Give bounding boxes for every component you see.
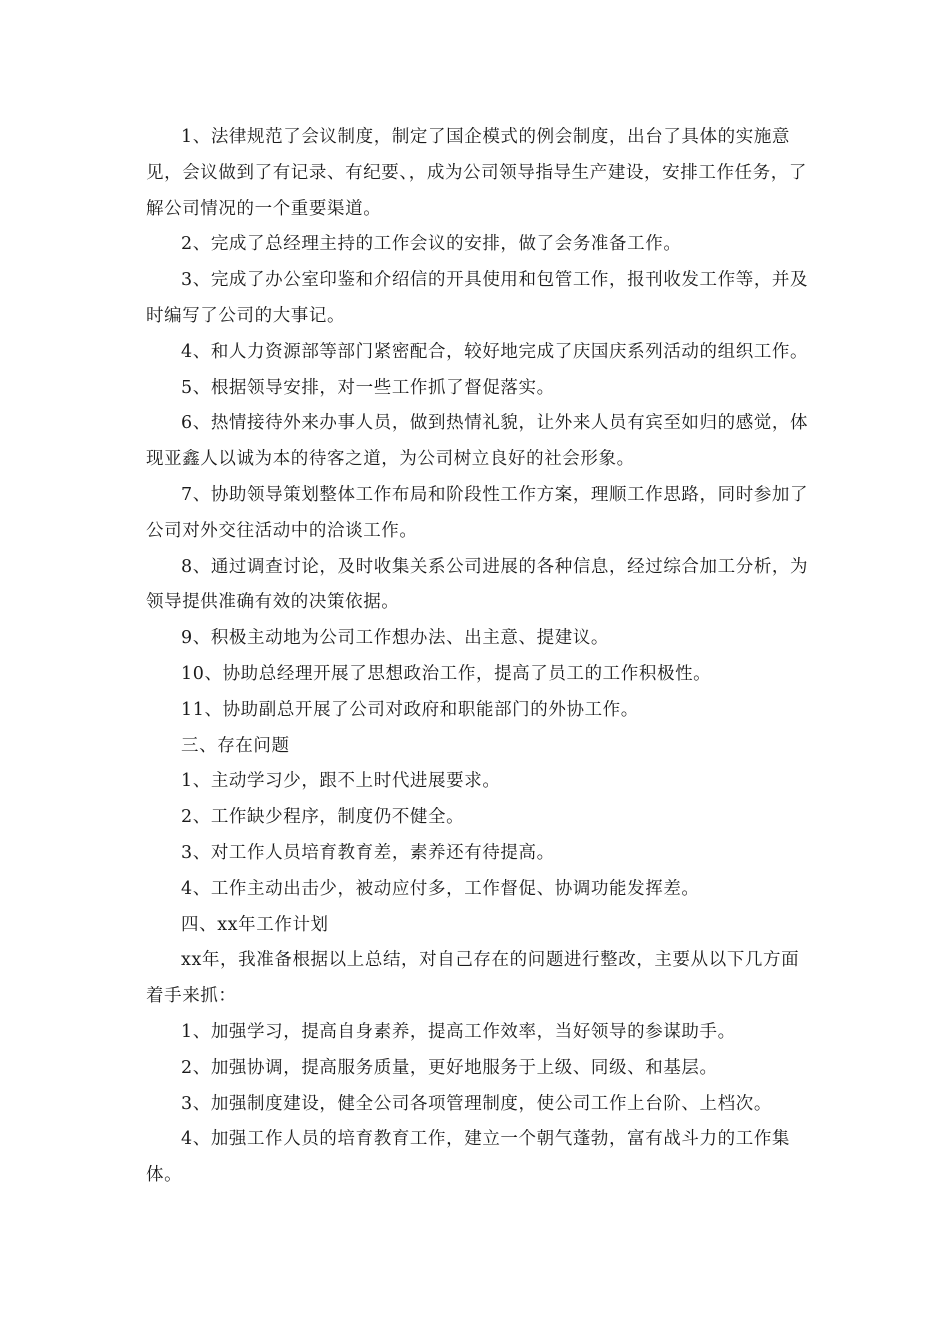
paragraph-item-8: 8、通过调查讨论，及时收集关系公司进展的各种信息，经过综合加工分析，为领导提供准确有效的决策依据。: [146, 556, 809, 613]
paragraph-item-1: 1、法律规范了会议制度，制定了国企模式的例会制度，出台了具体的实施意见，会议做到了有记录、有纪要、，成为公司领导指导生产建设，安排工作任务，了解公司情况的一个重要渠道。: [146, 127, 807, 219]
paragraph-item-2: 2、完成了总经理主持的工作会议的安排，做了会务准备工作。: [181, 234, 682, 255]
document-body: [146, 120, 816, 1194]
paragraph-item-3: 3、完成了办公室印鉴和介绍信的开具使用和包管工作，报刊收发工作等，并及时编写了公司的大事记。: [146, 270, 809, 326]
paragraph-item-6: 6、热情接待外来办事人员，做到热情礼貌，让外来人员有宾至如归的感觉，体现亚鑫人以诚为本的待客之道，为公司树立良好的社会形象。: [146, 413, 809, 470]
problem-item-3: 3、对工作人员培育教育差，素养还有待提高。: [181, 842, 555, 863]
plan-item-4: 4、加强工作人员的培育教育工作，建立一个朝气蓬勃，富有战斗力的工作集体。: [146, 1129, 791, 1186]
paragraph-item-11: 11、协助副总开展了公司对政府和职能部门的外协工作。: [181, 699, 639, 720]
plan-item-3: 3、加强制度建设，健全公司各项管理制度，使公司工作上台阶、上档次。: [181, 1093, 772, 1114]
plan-item-1: 1、加强学习，提高自身素养，提高工作效率，当好领导的参谋助手。: [181, 1021, 736, 1042]
paragraph-item-10: 10、协助总经理开展了思想政治工作，提高了员工的工作积极性。: [181, 663, 712, 684]
plan-item-2: 2、加强协调，提高服务质量，更好地服务于上级、同级、和基层。: [181, 1057, 718, 1078]
problem-item-1: 1、主动学习少，跟不上时代进展要求。: [181, 771, 501, 792]
problem-item-4: 4、工作主动出击少，被动应付多，工作督促、协调功能发挥差。: [181, 878, 700, 899]
plan-intro: xx年，我准备根据以上总结，对自己存在的问题进行整改，主要从以下几方面着手来抓：: [146, 950, 800, 1007]
paragraph-item-4: 4、和人力资源部等部门紧密配合，较好地完成了庆国庆系列活动的组织工作。: [181, 341, 809, 362]
paragraph-item-7: 7、协助领导策划整体工作布局和阶段性工作方案，理顺工作思路，同时参加了公司对外交往活动中的洽谈工作。: [146, 484, 809, 541]
section-heading-problems: 三、存在问题: [181, 735, 290, 756]
problem-item-2: 2、工作缺少程序，制度仍不健全。: [181, 807, 465, 828]
paragraph-item-9: 9、积极主动地为公司工作想办法、出主意、提建议。: [181, 628, 610, 649]
section-heading-plan: 四、xx年工作计划: [181, 914, 329, 935]
paragraph-item-5: 5、根据领导安排，对一些工作抓了督促落实。: [181, 377, 555, 398]
